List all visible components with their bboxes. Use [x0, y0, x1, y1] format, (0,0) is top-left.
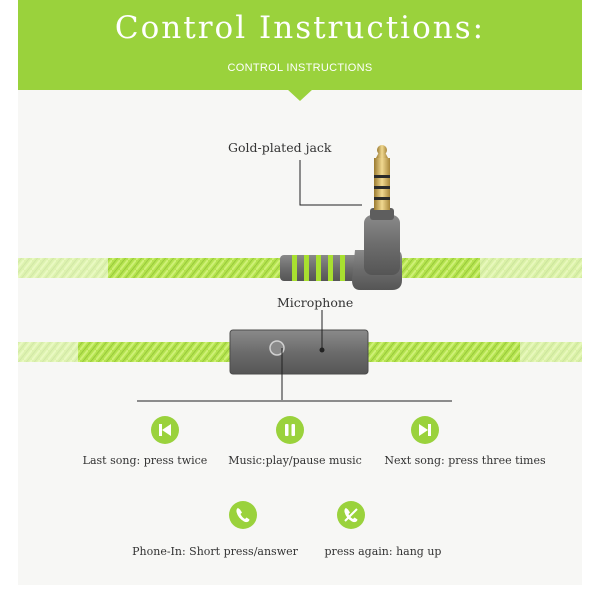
jack-housing — [352, 208, 402, 290]
microphone-label: Microphone — [277, 295, 354, 310]
strain-relief — [280, 255, 364, 281]
next-song-label: Next song: press three times — [384, 454, 546, 467]
last-song-label: Last song: press twice — [82, 454, 208, 467]
page-title: Control Instructions: — [114, 10, 486, 46]
play-pause-label: Music:play/pause music — [228, 454, 362, 467]
gold-plated-jack — [374, 145, 390, 210]
hang-up-label: press again: hang up — [324, 545, 442, 558]
phone-in-label: Phone-In: Short press/answer — [132, 545, 298, 558]
pause-icon — [275, 415, 305, 445]
previous-track-icon — [150, 415, 180, 445]
phone-icon — [228, 500, 258, 530]
jack-label: Gold-plated jack — [228, 140, 332, 155]
jack-callout-line — [300, 160, 362, 205]
microphone-control — [230, 330, 368, 374]
hang-up-icon — [336, 500, 366, 530]
page-subtitle: CONTROL INSTRUCTIONS — [227, 62, 373, 74]
next-track-icon — [410, 415, 440, 445]
